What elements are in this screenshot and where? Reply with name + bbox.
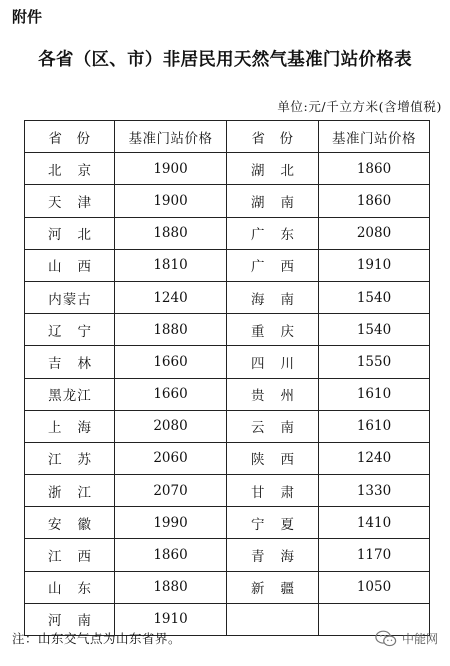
province-cell: 贵州: [227, 378, 319, 410]
table-row: [25, 217, 430, 249]
province-cell: 新疆: [227, 571, 319, 603]
price-cell: 1610: [319, 378, 430, 410]
province-cell: 辽宁: [25, 314, 115, 346]
watermark-text: 中能网: [401, 632, 438, 646]
price-cell: 1880: [115, 571, 227, 603]
price-cell: 2060: [115, 442, 227, 474]
price-cell: 1880: [115, 314, 227, 346]
price-cell: 1900: [115, 185, 227, 217]
price-cell: 1810: [115, 249, 227, 281]
wechat-icon: [375, 630, 397, 647]
price-cell: 1410: [319, 507, 430, 539]
table-row: [25, 249, 430, 281]
page-title: 各省（区、市）非居民用天然气基准门站价格表: [38, 50, 412, 70]
province-cell: 海南: [227, 281, 319, 313]
province-cell: 湖北: [227, 153, 319, 185]
price-cell: 1910: [319, 249, 430, 281]
province-cell: 河北: [25, 217, 115, 249]
header-price-right: 基准门站价格: [319, 121, 430, 153]
price-cell: 2080: [115, 410, 227, 442]
province-cell: 陕西: [227, 442, 319, 474]
price-table: [24, 120, 430, 636]
table-row: [25, 539, 430, 571]
price-cell: 1900: [115, 153, 227, 185]
province-cell: 广西: [227, 249, 319, 281]
province-cell: 吉林: [25, 346, 115, 378]
price-cell: 1240: [319, 442, 430, 474]
price-cell: 1860: [319, 153, 430, 185]
province-cell: 天津: [25, 185, 115, 217]
province-cell: 广东: [227, 217, 319, 249]
footnote: 注：山东交气点为山东省界。: [12, 631, 182, 646]
table-row: [25, 281, 430, 313]
unit-label: 单位:元/千立方米(含增值税): [277, 99, 442, 114]
header-price-left: 基准门站价格: [115, 121, 227, 153]
price-cell: 1550: [319, 346, 430, 378]
header-province-right: 省 份: [227, 121, 319, 153]
price-cell: 1990: [115, 507, 227, 539]
province-cell: 江苏: [25, 442, 115, 474]
province-cell: 浙江: [25, 475, 115, 507]
province-cell: 内蒙古: [25, 281, 115, 313]
table-row: [25, 507, 430, 539]
province-cell: 山东: [25, 571, 115, 603]
price-cell: 1910: [115, 603, 227, 635]
table-body: [25, 153, 430, 636]
province-cell: 山西: [25, 249, 115, 281]
province-cell: 上海: [25, 410, 115, 442]
price-cell: 2080: [319, 217, 430, 249]
province-cell: 黑龙江: [25, 378, 115, 410]
province-cell: 安徽: [25, 507, 115, 539]
price-cell: 1240: [115, 281, 227, 313]
province-cell: 青海: [227, 539, 319, 571]
table-header-row: [25, 121, 430, 153]
price-cell: 1540: [319, 314, 430, 346]
price-cell: 1660: [115, 346, 227, 378]
table-row: [25, 410, 430, 442]
province-cell: 湖南: [227, 185, 319, 217]
price-cell: 1170: [319, 539, 430, 571]
table-row: [25, 185, 430, 217]
province-cell: 四川: [227, 346, 319, 378]
table-row: [25, 346, 430, 378]
price-cell: 1330: [319, 475, 430, 507]
province-cell: 甘肃: [227, 475, 319, 507]
province-cell: 河南: [25, 603, 115, 635]
price-cell: 1660: [115, 378, 227, 410]
price-cell: 1860: [319, 185, 430, 217]
table-row: [25, 314, 430, 346]
province-cell: [227, 603, 319, 635]
price-cell: 1880: [115, 217, 227, 249]
watermark: [375, 630, 438, 647]
header-province-left: 省 份: [25, 121, 115, 153]
province-cell: 云南: [227, 410, 319, 442]
attachment-label: 附件: [12, 8, 43, 26]
price-cell: 1540: [319, 281, 430, 313]
province-cell: 宁夏: [227, 507, 319, 539]
province-cell: 江西: [25, 539, 115, 571]
province-cell: 北京: [25, 153, 115, 185]
price-cell: 1050: [319, 571, 430, 603]
price-cell: 1610: [319, 410, 430, 442]
price-cell: 1860: [115, 539, 227, 571]
table-row: [25, 153, 430, 185]
province-cell: 重庆: [227, 314, 319, 346]
price-cell: 2070: [115, 475, 227, 507]
table-row: [25, 475, 430, 507]
table-row: [25, 571, 430, 603]
table-row: [25, 442, 430, 474]
table-row: [25, 378, 430, 410]
